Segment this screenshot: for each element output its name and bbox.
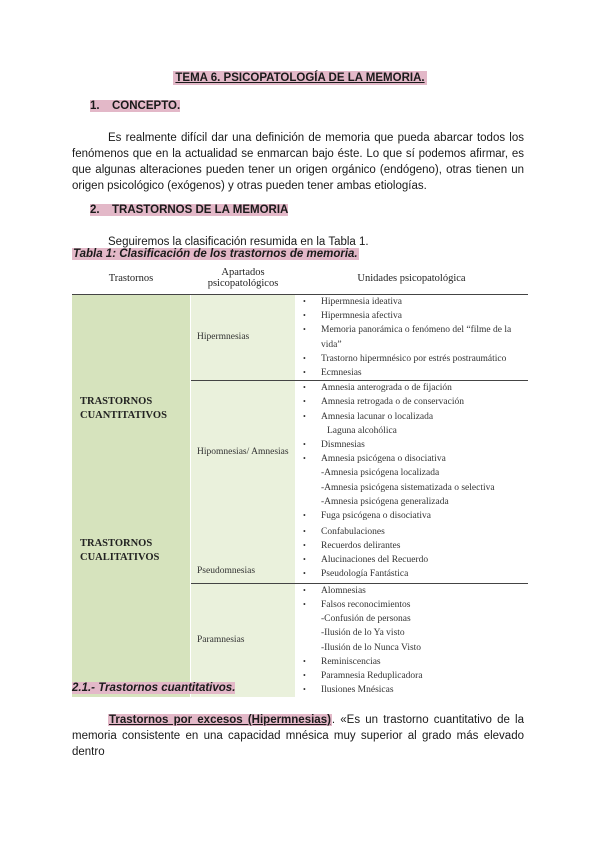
pseudomnesias-cell (295, 523, 528, 583)
list-item: • Paramnesia Reduplicadora (299, 669, 528, 683)
list-item: • Pseudología Fantástica (299, 567, 528, 581)
list-item: • Amnesia retrogada o de conservación (299, 395, 528, 409)
list-item: • Amnesia psicógena o disociativa (299, 452, 528, 466)
list-item: • Alomnesias (299, 584, 528, 598)
table-intro-paragraph: Seguiremos la clasificación resumida en la Tabla 1. (108, 236, 369, 248)
list-item: • Amnesia lacunar o localizada (299, 410, 528, 424)
sub-hipomnesias: Hipomnesias/ Amnesias (191, 381, 296, 524)
section-2-1-heading: 2.1.- Trastornos cuantitativos. (72, 682, 236, 694)
document-title: TEMA 6. PSICOPATOLOGÍA DE LA MEMORIA. (175, 72, 425, 84)
table-header-row (72, 262, 528, 295)
table-row (72, 295, 528, 381)
list-item: • Hipermnesia afectiva (299, 309, 528, 323)
list-item: • Recuerdos delirantes (299, 539, 528, 553)
list-item: -Confusión de personas (321, 614, 411, 625)
list-item: • Ecmnesias (299, 366, 528, 380)
table-row (72, 523, 528, 583)
list-item: • Trastorno hipermnésico por estrés postraumático (299, 352, 528, 366)
category-quantitative: TRASTORNOS CUANTITATIVOS (72, 295, 191, 524)
header-apartados: Apartados psicopatológicos (191, 262, 296, 295)
list-item: -Amnesia psicógena sistematizada o selectiva (321, 482, 495, 493)
list-item: • Dismnesias (299, 438, 528, 452)
list-item: • Fuga psicógena o disociativa (299, 509, 528, 523)
list-item: -Ilusión de lo Nunca Visto (321, 642, 422, 653)
sub-paramnesias: Paramnesias (191, 583, 296, 697)
category-qualitative: TRASTORNOS CUALITATIVOS (72, 523, 191, 697)
list-item: • Falsos reconocimientos (299, 598, 528, 612)
memory-disorders-table (72, 262, 528, 697)
list-item: -Amnesia psicógena localizada (321, 468, 440, 479)
paramnesias-cell (295, 583, 528, 697)
hipomnesias-cell (295, 381, 528, 524)
sub-hipermnesias: Hipermnesias (191, 295, 296, 381)
table-caption: Tabla 1: Clasificación de los trastornos de memoria. (73, 248, 358, 260)
list-item: • Amnesia anterograda o de fijación (299, 381, 528, 395)
section-1-heading: 1. CONCEPTO. (90, 100, 181, 112)
list-item: • Hipermnesia ideativa (299, 295, 528, 309)
concept-paragraph: Es realmente difícil dar una definición de memoria que pueda abarcar todos los fenómenos que en la actualidad se enmarcan bajo éste. Lo que sí podemos afirmar, es que algunas alteraciones pueden tener un origen orgánico (endógeno), otras tienen un origen psicológico (exógenos) y otras pueden tener ambas etiologías. (72, 132, 524, 192)
list-item: Laguna alcohólica (327, 425, 397, 436)
header-trastornos: Trastornos (72, 262, 191, 295)
sub-pseudomnesias: Pseudomnesias (191, 523, 296, 583)
list-item: -Ilusión de lo Ya visto (321, 628, 405, 639)
header-unidades: Unidades psicopatológica (295, 262, 528, 295)
list-item: • Memoria panorámica o fenómeno del “filme de la vida” (299, 323, 528, 351)
list-item: • Alucinaciones del Recuerdo (299, 553, 528, 567)
list-item: • Confabulaciones (299, 525, 528, 539)
hipermnesias-cell (295, 295, 528, 381)
list-item: • Reminiscencias (299, 655, 528, 669)
list-item: • Ilusiones Mnésicas (299, 683, 528, 697)
hipermnesias-paragraph: Trastornos por excesos (Hipermnesias). «Es un trastorno cuantitativo de la memoria consistente en una capacidad mnésica muy superior al grado más elevado dentro (72, 714, 524, 758)
list-item: -Amnesia psicógena generalizada (321, 496, 449, 507)
section-2-heading: 2. TRASTORNOS DE LA MEMORIA (90, 204, 289, 216)
